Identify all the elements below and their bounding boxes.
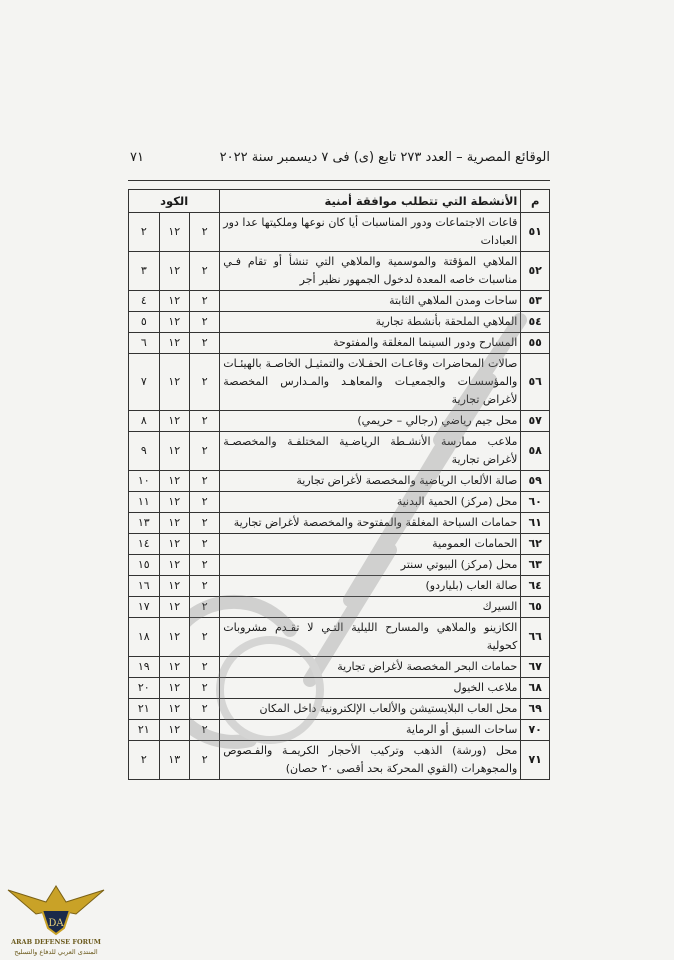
row-code-1: ٢ bbox=[190, 576, 220, 597]
row-code-1: ٢ bbox=[190, 213, 220, 252]
col-code-header: الكود bbox=[129, 190, 220, 213]
row-code-3: ٤ bbox=[129, 291, 160, 312]
row-number: ٧٠ bbox=[521, 720, 550, 741]
row-number: ٥٩ bbox=[521, 471, 550, 492]
row-code-1: ٢ bbox=[190, 411, 220, 432]
header-rule bbox=[128, 180, 550, 181]
row-code-2: ١٢ bbox=[159, 618, 190, 657]
table-row bbox=[129, 513, 550, 534]
col-activity-header: الأنشطة التي تتطلب موافقة أمنية bbox=[220, 190, 521, 213]
row-code-2: ١٢ bbox=[159, 513, 190, 534]
activities-table bbox=[128, 189, 550, 780]
row-activity: محل جيم رياضي (رجالي – حريمي) bbox=[220, 411, 521, 432]
row-number: ٦٠ bbox=[521, 492, 550, 513]
row-code-1: ٢ bbox=[190, 471, 220, 492]
table-row bbox=[129, 534, 550, 555]
row-code-3: ٢ bbox=[129, 213, 160, 252]
row-number: ٥١ bbox=[521, 213, 550, 252]
row-activity: محل العاب البلايستيشن والألعاب الإلكترونية داخل المكان bbox=[220, 699, 521, 720]
row-code-3: ١٣ bbox=[129, 513, 160, 534]
row-activity: ساحات السبق أو الرماية bbox=[220, 720, 521, 741]
row-code-1: ٢ bbox=[190, 597, 220, 618]
eagle-emblem-icon bbox=[6, 880, 106, 936]
row-number: ٦١ bbox=[521, 513, 550, 534]
row-code-3: ١٦ bbox=[129, 576, 160, 597]
table-row bbox=[129, 597, 550, 618]
row-number: ٥٥ bbox=[521, 333, 550, 354]
row-code-3: ١٩ bbox=[129, 657, 160, 678]
row-code-2: ١٢ bbox=[159, 534, 190, 555]
row-number: ٦٥ bbox=[521, 597, 550, 618]
row-number: ٥٧ bbox=[521, 411, 550, 432]
row-code-1: ٢ bbox=[190, 741, 220, 780]
table-row bbox=[129, 678, 550, 699]
logo-arabic-text: المنتدى العربي للدفاع والتسليح bbox=[14, 948, 98, 956]
table-header-row bbox=[129, 190, 550, 213]
row-code-1: ٢ bbox=[190, 720, 220, 741]
row-code-2: ١٢ bbox=[159, 471, 190, 492]
row-code-2: ١٣ bbox=[159, 741, 190, 780]
row-code-3: ٢٠ bbox=[129, 678, 160, 699]
row-code-2: ١٢ bbox=[159, 333, 190, 354]
forum-logo bbox=[6, 880, 106, 960]
row-code-1: ٢ bbox=[190, 354, 220, 411]
table-row bbox=[129, 576, 550, 597]
row-code-3: ١٥ bbox=[129, 555, 160, 576]
row-number: ٦٧ bbox=[521, 657, 550, 678]
row-code-2: ١٢ bbox=[159, 291, 190, 312]
row-code-3: ١٠ bbox=[129, 471, 160, 492]
row-number: ٦٩ bbox=[521, 699, 550, 720]
row-activity: محل (ورشة) الذهب وتركيب الأحجار الكريمـة والفـصوص والمجوهرات (القوي المحركة بحد أقصى ٢٠ حصان) bbox=[220, 741, 521, 780]
row-code-1: ٢ bbox=[190, 432, 220, 471]
row-code-1: ٢ bbox=[190, 291, 220, 312]
row-number: ٦٣ bbox=[521, 555, 550, 576]
row-activity: ملاعب ممارسة الأنشـطة الرياضـية المختلفـة والمخصصـة لأغراض تجارية bbox=[220, 432, 521, 471]
table-row bbox=[129, 741, 550, 780]
row-code-1: ٢ bbox=[190, 312, 220, 333]
row-code-3: ٩ bbox=[129, 432, 160, 471]
row-activity: الحمامات العمومية bbox=[220, 534, 521, 555]
row-activity: صالة العاب (بلياردو) bbox=[220, 576, 521, 597]
row-code-2: ١٢ bbox=[159, 312, 190, 333]
row-number: ٦٢ bbox=[521, 534, 550, 555]
row-number: ٦٨ bbox=[521, 678, 550, 699]
row-number: ٧١ bbox=[521, 741, 550, 780]
row-code-2: ١٢ bbox=[159, 555, 190, 576]
row-number: ٥٣ bbox=[521, 291, 550, 312]
row-code-2: ١٢ bbox=[159, 252, 190, 291]
row-code-1: ٢ bbox=[190, 657, 220, 678]
table-row bbox=[129, 492, 550, 513]
row-code-1: ٢ bbox=[190, 618, 220, 657]
row-code-2: ١٢ bbox=[159, 678, 190, 699]
row-activity: محل (مركز) الحمية البدنية bbox=[220, 492, 521, 513]
row-code-2: ١٢ bbox=[159, 597, 190, 618]
row-code-3: ١٨ bbox=[129, 618, 160, 657]
row-activity: الملاهي الملحقة بأنشطة تجارية bbox=[220, 312, 521, 333]
row-code-2: ١٢ bbox=[159, 411, 190, 432]
row-code-1: ٢ bbox=[190, 492, 220, 513]
row-code-2: ١٢ bbox=[159, 354, 190, 411]
table-row bbox=[129, 699, 550, 720]
row-activity: صالات المحاضرات وقاعـات الحفـلات والتمثيـل الخاصـة بالهيئـات والمؤسسـات والجمعيـات والمعاهـد والمـدارس المخصصة لأغراض تجارية bbox=[220, 354, 521, 411]
table-row bbox=[129, 252, 550, 291]
row-code-3: ٢١ bbox=[129, 699, 160, 720]
row-code-1: ٢ bbox=[190, 699, 220, 720]
table-row bbox=[129, 432, 550, 471]
row-number: ٥٦ bbox=[521, 354, 550, 411]
row-code-3: ٢١ bbox=[129, 720, 160, 741]
row-activity: صالة الألعاب الرياضية والمخصصة لأغراض تجارية bbox=[220, 471, 521, 492]
row-activity: قاعات الاجتماعات ودور المناسبات أيا كان نوعها وملكيتها عدا دور العبادات bbox=[220, 213, 521, 252]
row-number: ٥٤ bbox=[521, 312, 550, 333]
row-code-1: ٢ bbox=[190, 678, 220, 699]
table-row bbox=[129, 213, 550, 252]
page-header bbox=[130, 150, 550, 172]
row-code-2: ١٢ bbox=[159, 657, 190, 678]
row-code-3: ٥ bbox=[129, 312, 160, 333]
row-number: ٥٢ bbox=[521, 252, 550, 291]
row-code-2: ١٢ bbox=[159, 699, 190, 720]
table-row bbox=[129, 618, 550, 657]
row-activity: الملاهي المؤقتة والموسمية والملاهي التي تنشأ أو تقام فـي مناسبات خاصه المعدة لدخول الجمهور نظير أجر bbox=[220, 252, 521, 291]
row-activity: السيرك bbox=[220, 597, 521, 618]
row-activity: الكازينو والملاهي والمسارح الليلية التـي لا تقـدم مشروبات كحولية bbox=[220, 618, 521, 657]
table-row bbox=[129, 354, 550, 411]
table-body bbox=[129, 213, 550, 780]
table-row bbox=[129, 333, 550, 354]
row-code-3: ٨ bbox=[129, 411, 160, 432]
table-row bbox=[129, 291, 550, 312]
row-code-3: ٦ bbox=[129, 333, 160, 354]
col-num-header: م bbox=[521, 190, 550, 213]
row-code-1: ٢ bbox=[190, 252, 220, 291]
row-code-3: ٣ bbox=[129, 252, 160, 291]
row-activity: محل (مركز) البيوتي سنتر bbox=[220, 555, 521, 576]
row-activity: المسارح ودور السينما المغلقة والمفتوحة bbox=[220, 333, 521, 354]
row-code-3: ١٧ bbox=[129, 597, 160, 618]
row-code-2: ١٢ bbox=[159, 213, 190, 252]
row-code-1: ٢ bbox=[190, 555, 220, 576]
table-row bbox=[129, 720, 550, 741]
row-code-3: ٢ bbox=[129, 741, 160, 780]
table-row bbox=[129, 471, 550, 492]
row-code-2: ١٢ bbox=[159, 576, 190, 597]
row-activity: حمامات البحر المخصصة لأغراض تجارية bbox=[220, 657, 521, 678]
logo-english-text: ARAB DEFENSE FORUM bbox=[11, 938, 101, 946]
row-activity: حمامات السباحة المغلقة والمفتوحة والمخصصة لأغراض تجارية bbox=[220, 513, 521, 534]
row-code-2: ١٢ bbox=[159, 720, 190, 741]
row-number: ٦٤ bbox=[521, 576, 550, 597]
row-code-3: ٧ bbox=[129, 354, 160, 411]
svg-text:DA: DA bbox=[48, 918, 64, 929]
row-code-2: ١٢ bbox=[159, 432, 190, 471]
row-code-3: ١١ bbox=[129, 492, 160, 513]
row-number: ٥٨ bbox=[521, 432, 550, 471]
row-activity: ملاعب الخيول bbox=[220, 678, 521, 699]
page-number: ٧١ bbox=[130, 150, 144, 165]
table-row bbox=[129, 555, 550, 576]
row-code-3: ١٤ bbox=[129, 534, 160, 555]
row-code-1: ٢ bbox=[190, 513, 220, 534]
table-row bbox=[129, 411, 550, 432]
table-row bbox=[129, 657, 550, 678]
table-row bbox=[129, 312, 550, 333]
gazette-title: الوقائع المصرية – العدد ٢٧٣ تابع (ى) فى ٧ ديسمبر سنة ٢٠٢٢ bbox=[219, 150, 550, 165]
row-code-2: ١٢ bbox=[159, 492, 190, 513]
row-activity: ساحات ومدن الملاهي الثابتة bbox=[220, 291, 521, 312]
row-code-1: ٢ bbox=[190, 333, 220, 354]
row-number: ٦٦ bbox=[521, 618, 550, 657]
row-code-1: ٢ bbox=[190, 534, 220, 555]
